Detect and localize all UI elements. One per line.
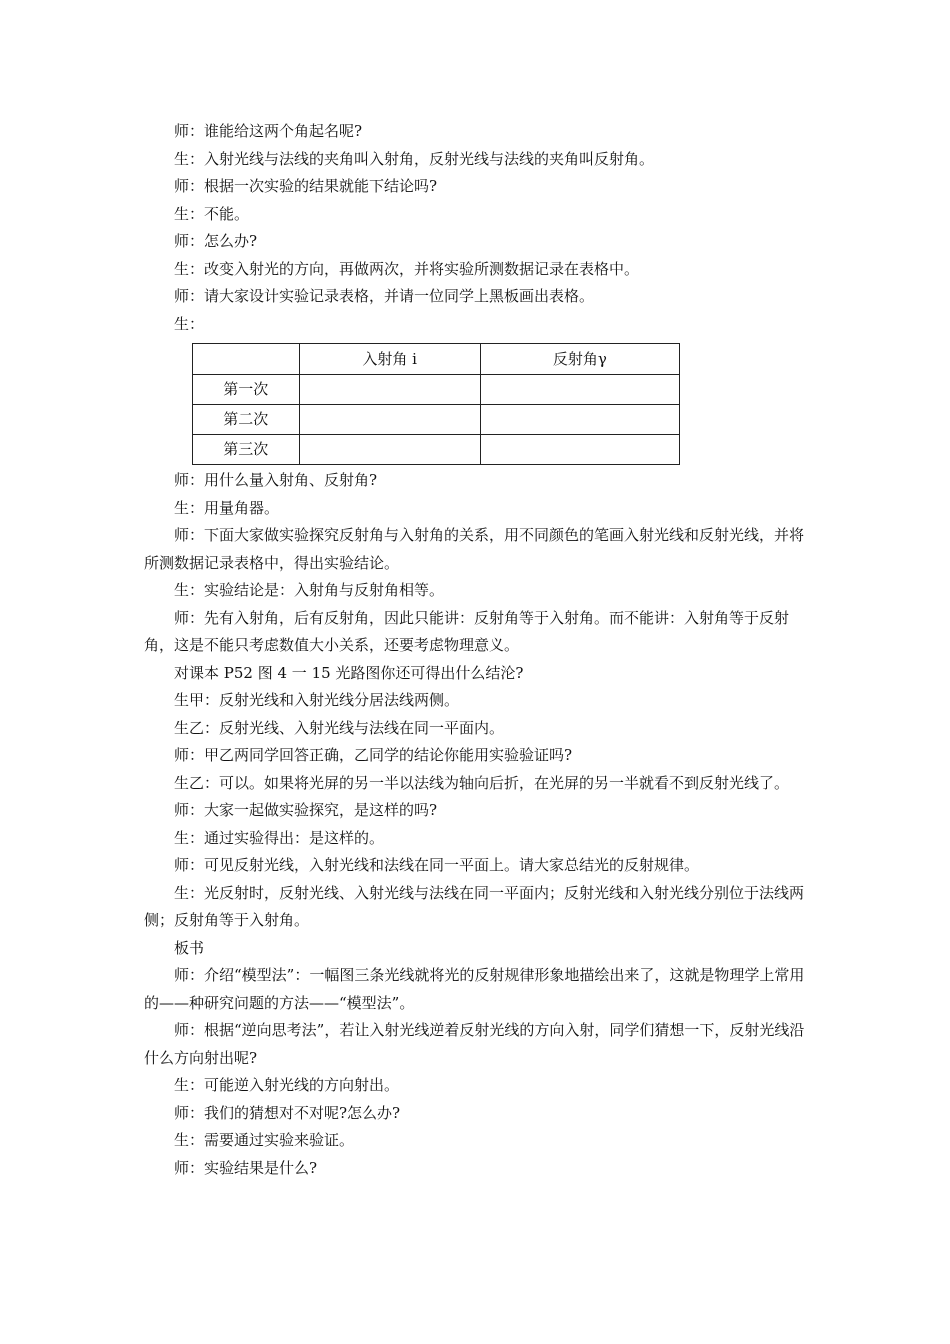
dialogue-line: 生甲：反射光线和入射光线分居法线两侧。: [174, 691, 460, 709]
blackboard-note: 板书: [174, 938, 205, 957]
dialogue-line: 生：用量角器。: [174, 498, 280, 517]
dialogue-line: 师：甲乙两同学回答正确，乙同学的结论你能用实验验证吗?: [174, 746, 573, 764]
dialogue-line: 师：大家一起做实验探究，是这样的吗?: [174, 801, 438, 819]
dialogue-line: 师：我们的猜想对不对呢?怎么办?: [174, 1103, 401, 1122]
dialogue-line: 生：实验结论是：入射角与反射角相等。: [174, 581, 445, 599]
dialogue-line: 师：实验结果是什么?: [174, 1158, 318, 1177]
table-row: [193, 375, 680, 405]
dialogue-line: 生：入射光线与法线的夹角叫入射角，反射光线与法线的夹角叫反射角。: [174, 149, 655, 168]
dialogue-line: 师：介绍“模型法”：一幅图三条光线就将光的反射规律形象地描绘出来了，这就是物理学上常用的——种研究问题的方法——“模型法”。: [144, 966, 805, 1012]
table-cell: [299, 435, 480, 465]
dialogue-line: 师：可见反射光线，入射光线和法线在同一平面上。请大家总结光的反射规律。: [174, 856, 700, 874]
dialogue-line: 师：谁能给这两个角起名呢?: [174, 122, 363, 140]
table-header-reflection-angle: 反射角γ: [480, 344, 679, 375]
dialogue-line: 生：不能。: [174, 204, 250, 223]
dialogue-line: 师：先有入射角，后有反射角，因此只能讲：反射角等于入射角。而不能讲：入射角等于反射角，这是不能只考虑数值大小关系，还要考虑物理意义。: [144, 608, 790, 654]
document-body: [144, 118, 810, 1182]
dialogue-line: 对课本 P52 图 4 一 15 光路图你还可得出什么结沦?: [174, 663, 524, 682]
dialogue-line: 生：可能逆入射光线的方向射出。: [174, 1076, 400, 1094]
dialogue-line: 师：请大家设计实验记录表格，并请一位同学上黑板画出表格。: [174, 287, 595, 305]
record-table-wrapper: [192, 343, 810, 465]
table-cell: [480, 405, 679, 435]
table-cell: [299, 405, 480, 435]
dialogue-line: 生：通过实验得出：是这样的。: [174, 828, 385, 847]
dialogue-line: 生：需要通过实验来验证。: [174, 1131, 355, 1149]
table-cell: [480, 435, 679, 465]
dialogue-line: 师：下面大家做实验探究反射角与入射角的关系，用不同颜色的笔画入射光线和反射光线，并将所测数据记录表格中，得出实验结论。: [144, 526, 805, 572]
dialogue-line: 师：用什么量入射角、反射角?: [174, 471, 378, 489]
dialogue-line: 生乙：反射光线、入射光线与法线在同一平面内。: [174, 718, 505, 737]
table-row-label: 第二次: [193, 405, 300, 435]
table-header-incidence-angle: 入射角 i: [299, 344, 480, 375]
table-row-label: 第一次: [193, 375, 300, 405]
table-row: [193, 435, 680, 465]
dialogue-line: 生：: [174, 314, 205, 333]
table-row: [193, 405, 680, 435]
table-row-label: 第三次: [193, 435, 300, 465]
dialogue-line: 师：根据一次实验的结果就能下结论吗?: [174, 177, 438, 195]
table-header-cell: [193, 344, 300, 375]
table-cell: [480, 375, 679, 405]
dialogue-line: 生：光反射时，反射光线、入射光线与法线在同一平面内；反射光线和入射光线分别位于法线两侧；反射角等于入射角。: [144, 883, 805, 929]
table-header-row: [193, 344, 680, 375]
dialogue-line: 师：怎么办?: [174, 232, 258, 250]
table-cell: [299, 375, 480, 405]
experiment-record-table: [192, 343, 680, 465]
dialogue-line: 生乙：可以。如果将光屏的另一半以法线为轴向后折，在光屏的另一半就看不到反射光线了。: [174, 773, 790, 792]
dialogue-line: 师：根据“逆向思考法”，若让入射光线逆着反射光线的方向入射，同学们猜想一下，反射光线沿什么方向射出呢?: [144, 1021, 805, 1067]
dialogue-line: 生：改变入射光的方向，再做两次，并将实验所测数据记录在表格中。: [174, 259, 640, 278]
